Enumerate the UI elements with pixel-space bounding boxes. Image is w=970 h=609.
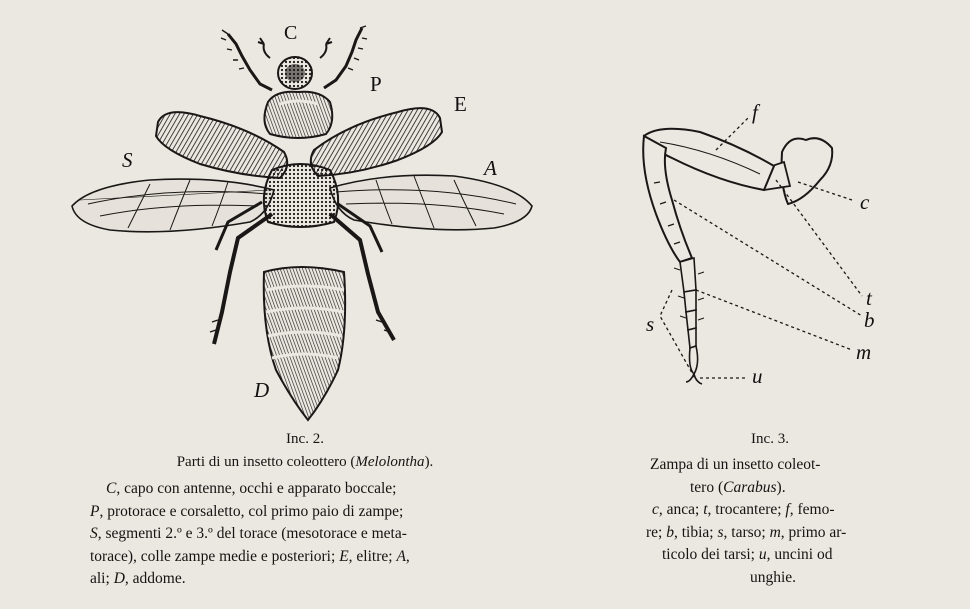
label-E: E	[454, 92, 467, 116]
figure-left-line	[90, 501, 560, 524]
caption-text: , protorace e corsaletto, col primo paio di zampe;	[99, 502, 404, 520]
label-C: C	[284, 22, 298, 44]
figure-right-line	[646, 567, 916, 590]
figure-left-line	[90, 478, 560, 501]
caption-text: ali;	[90, 570, 114, 588]
figure-left-description	[90, 478, 560, 591]
figure-left-title	[0, 454, 610, 471]
label-c: c	[860, 190, 870, 214]
caption-text: ,	[405, 547, 410, 565]
caption-text: , anca;	[658, 501, 704, 519]
figure-right-line	[646, 544, 916, 567]
caption-text: , primo ar-	[780, 523, 847, 541]
label-S: S	[122, 148, 133, 172]
caption-letter: t	[703, 501, 708, 519]
label-A: A	[484, 156, 497, 180]
figure-right-line	[646, 499, 916, 522]
label-D: D	[254, 378, 270, 402]
figure-right-genus: Carabus	[723, 478, 777, 496]
figure-right-line	[646, 522, 916, 545]
caption-letter: f	[785, 501, 790, 519]
caption-text: torace), colle zampe medie e posteriori;	[90, 547, 340, 565]
caption-text: , elitre;	[348, 547, 397, 565]
caption-text: , tarso;	[723, 523, 770, 541]
caption-text: , capo con antenne, occhi e apparato boccale;	[116, 480, 397, 497]
caption-text: , addome.	[124, 570, 186, 588]
caption-text: unghie.	[750, 568, 797, 586]
label-P: P	[370, 72, 382, 96]
left-wing	[72, 179, 274, 232]
caption-letter: b	[666, 523, 674, 541]
figure-right-description	[646, 454, 916, 590]
right-wing	[330, 175, 532, 230]
label-s: s	[646, 312, 655, 336]
label-m: m	[856, 340, 872, 364]
figure-left-line	[90, 546, 560, 569]
figure-right-title-line1: Zampa di un insetto coleot-	[650, 456, 821, 473]
figure-left-number: Inc. 2.	[286, 431, 324, 447]
beetle-figure	[0, 0, 560, 430]
abdomen-part	[264, 267, 345, 420]
caption-text: , femo-	[789, 501, 835, 519]
caption-text: , segmenti 2.º e 3.º del torace (mesotorace e meta-	[97, 525, 407, 543]
leg-figure	[600, 90, 900, 400]
caption-letter: P	[90, 502, 100, 520]
caption-letter: E	[339, 547, 349, 565]
caption-letter: s	[717, 523, 724, 541]
figure-left-line	[90, 568, 560, 591]
figure-left-title-prefix: Parti di un insetto coleottero (	[176, 454, 356, 470]
label-f: f	[752, 100, 758, 124]
caption-letter: C	[106, 480, 117, 497]
caption-letter: S	[90, 525, 98, 543]
caption-text: , tibia;	[673, 523, 718, 541]
caption-letter: A	[396, 547, 406, 565]
leg-illustration	[600, 90, 900, 400]
caption-letter: c	[652, 501, 659, 519]
caption-text: , trocantere;	[707, 501, 786, 519]
label-u: u	[752, 364, 763, 388]
caption-text: ticolo dei tarsi;	[662, 546, 759, 564]
figure-right-title-line2	[646, 477, 916, 500]
thorax-part	[264, 164, 338, 227]
caption-letter: m	[769, 523, 781, 541]
caption-letter: u	[758, 546, 767, 564]
figure-right-title-suffix: ).	[776, 478, 786, 496]
caption-text: , uncini od	[766, 546, 833, 564]
beetle-illustration	[0, 0, 560, 430]
figure-left-title-suffix: ).	[424, 454, 434, 470]
figure-left-genus: Melolontha	[355, 454, 425, 470]
figure-right-title-prefix: tero (	[690, 478, 724, 496]
figure-right-number: Inc. 3.	[751, 431, 789, 447]
label-t: t	[866, 286, 872, 310]
coxa-part	[782, 138, 833, 204]
tarsus-part	[674, 258, 704, 374]
caption-letter: D	[113, 570, 125, 588]
head-part	[258, 38, 332, 89]
caption-text: re;	[646, 523, 667, 541]
figure-left-line	[90, 523, 560, 546]
label-b: b	[864, 308, 875, 332]
